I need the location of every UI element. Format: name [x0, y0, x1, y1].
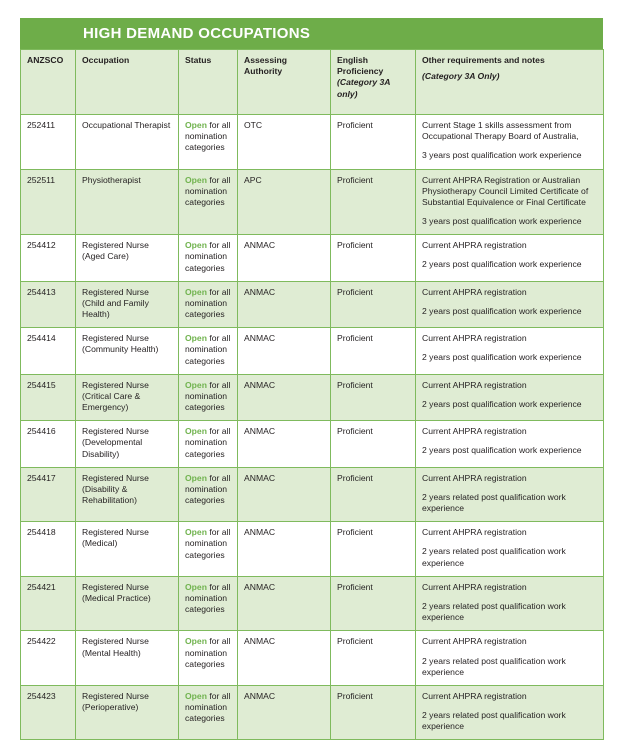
- status-open-word: Open: [185, 120, 207, 130]
- table-row: [21, 467, 604, 522]
- requirement-note: 2 years post qualification work experience: [422, 398, 582, 409]
- status-open-word: Open: [185, 174, 207, 185]
- requirement-note: Current AHPRA registration: [422, 240, 527, 251]
- table-row: [21, 421, 604, 468]
- cell-assessing-authority: ANMAC: [238, 522, 331, 577]
- column-header-label: ANZSCO: [27, 55, 64, 65]
- column-header-occupation: [76, 50, 179, 115]
- cell-occupation: Registered Nurse (Perioperative): [76, 685, 179, 740]
- cell-english-proficiency: Proficient: [331, 169, 416, 235]
- cell-assessing-authority: APC: [238, 169, 331, 235]
- cell-assessing-authority: ANMAC: [238, 467, 331, 522]
- column-header-label: Other requirements and notes: [422, 55, 545, 65]
- cell-anzsco: 252411: [21, 115, 76, 170]
- cell-anzsco: 254416: [21, 421, 76, 468]
- requirement-note: Current AHPRA registration: [422, 379, 527, 390]
- requirement-note: 3 years post qualification work experience: [422, 216, 582, 227]
- cell-status: [179, 281, 238, 328]
- status-open-word: Open: [185, 636, 207, 647]
- table-row: [21, 522, 604, 577]
- table-row: [21, 576, 604, 631]
- table-body: [21, 115, 604, 740]
- occupations-table: [20, 49, 604, 740]
- cell-english-proficiency: Proficient: [331, 281, 416, 328]
- document-title-bar: [20, 18, 603, 49]
- requirement-note: Current AHPRA registration: [422, 581, 527, 592]
- status-rest-text: for all nomination categories: [185, 472, 231, 506]
- cell-occupation: Registered Nurse (Community Health): [76, 328, 179, 375]
- requirement-note: Current AHPRA registration: [422, 426, 527, 437]
- cell-english-proficiency: Proficient: [331, 522, 416, 577]
- cell-occupation: Registered Nurse (Child and Family Health): [76, 281, 179, 328]
- cell-other-requirements: [416, 421, 604, 468]
- cell-assessing-authority: ANMAC: [238, 281, 331, 328]
- cell-other-requirements: [416, 328, 604, 375]
- status-open-word: Open: [185, 581, 207, 592]
- cell-assessing-authority: ANMAC: [238, 685, 331, 740]
- cell-anzsco: 254422: [21, 631, 76, 686]
- cell-occupation: Registered Nurse (Medical): [76, 522, 179, 577]
- cell-other-requirements: [416, 235, 604, 282]
- status-rest-text: for all nomination categories: [185, 690, 231, 724]
- table-row: [21, 328, 604, 375]
- cell-occupation: Registered Nurse (Medical Practice): [76, 576, 179, 631]
- status-open-word: Open: [185, 333, 207, 344]
- cell-assessing-authority: OTC: [238, 115, 331, 170]
- cell-status: [179, 522, 238, 577]
- cell-occupation: Occupational Therapist: [76, 115, 179, 170]
- cell-occupation: Registered Nurse (Aged Care): [76, 235, 179, 282]
- cell-assessing-authority: ANMAC: [238, 576, 331, 631]
- cell-occupation: Registered Nurse (Developmental Disability): [76, 421, 179, 468]
- cell-anzsco: 254412: [21, 235, 76, 282]
- requirement-note: 2 years related post qualification work experience: [422, 600, 566, 623]
- cell-english-proficiency: Proficient: [331, 115, 416, 170]
- requirement-note: Current AHPRA Registration or Australian Physiotherapy Council Limited Certificate of Substantial Equivalence or Final Certificate: [422, 174, 589, 207]
- column-header-authority: [238, 50, 331, 115]
- cell-anzsco: 254421: [21, 576, 76, 631]
- status-open-word: Open: [185, 527, 207, 538]
- status-rest-text: for all nomination categories: [185, 174, 231, 207]
- column-header-label: Occupation: [82, 55, 130, 65]
- cell-occupation: Registered Nurse (Disability & Rehabilitation): [76, 467, 179, 522]
- requirement-note: Current AHPRA registration: [422, 527, 527, 538]
- column-header-note: (Category 3A only): [337, 77, 391, 99]
- table-row: [21, 374, 604, 421]
- cell-assessing-authority: ANMAC: [238, 631, 331, 686]
- cell-english-proficiency: Proficient: [331, 421, 416, 468]
- status-open-word: Open: [185, 286, 207, 297]
- requirement-note: Current Stage 1 skills assessment from Occupational Therapy Board of Australia,: [422, 120, 579, 142]
- cell-status: [179, 169, 238, 235]
- cell-anzsco: 252511: [21, 169, 76, 235]
- cell-other-requirements: [416, 374, 604, 421]
- cell-status: [179, 576, 238, 631]
- status-open-word: Open: [185, 472, 207, 483]
- cell-anzsco: 254418: [21, 522, 76, 577]
- cell-english-proficiency: Proficient: [331, 235, 416, 282]
- cell-anzsco: 254414: [21, 328, 76, 375]
- requirement-note: 2 years related post qualification work experience: [422, 491, 566, 514]
- requirement-note: Current AHPRA registration: [422, 472, 527, 483]
- cell-status: [179, 235, 238, 282]
- status-rest-text: for all nomination categories: [185, 581, 231, 615]
- requirement-note: 3 years post qualification work experience: [422, 150, 582, 161]
- cell-occupation: Registered Nurse (Mental Health): [76, 631, 179, 686]
- cell-assessing-authority: ANMAC: [238, 421, 331, 468]
- cell-occupation: Physiotherapist: [76, 169, 179, 235]
- cell-anzsco: 254413: [21, 281, 76, 328]
- cell-assessing-authority: ANMAC: [238, 235, 331, 282]
- cell-occupation: Registered Nurse (Critical Care & Emergency): [76, 374, 179, 421]
- status-rest-text: for all nomination categories: [185, 636, 231, 669]
- requirement-note: 2 years related post qualification work experience: [422, 655, 566, 677]
- cell-other-requirements: [416, 169, 604, 235]
- column-header-note: (Category 3A Only): [422, 71, 500, 82]
- requirement-note: 2 years post qualification work experience: [422, 305, 582, 316]
- cell-other-requirements: [416, 685, 604, 740]
- column-header-status: [179, 50, 238, 115]
- cell-other-requirements: [416, 281, 604, 328]
- column-header-english: [331, 50, 416, 115]
- status-rest-text: for all nomination categories: [185, 120, 231, 153]
- column-header-anzsco: [21, 50, 76, 115]
- status-rest-text: for all nomination categories: [185, 286, 231, 320]
- column-header-other: [416, 50, 604, 115]
- cell-status: [179, 631, 238, 686]
- cell-other-requirements: [416, 631, 604, 686]
- requirement-note: 2 years post qualification work experience: [422, 352, 582, 363]
- cell-status: [179, 328, 238, 375]
- cell-english-proficiency: Proficient: [331, 576, 416, 631]
- status-rest-text: for all nomination categories: [185, 240, 231, 273]
- cell-status: [179, 421, 238, 468]
- table-row: [21, 235, 604, 282]
- status-rest-text: for all nomination categories: [185, 333, 231, 366]
- table-row: [21, 281, 604, 328]
- status-open-word: Open: [185, 379, 207, 390]
- table-header-row: [21, 50, 604, 115]
- requirement-note: 2 years related post qualification work experience: [422, 546, 566, 568]
- cell-other-requirements: [416, 522, 604, 577]
- cell-assessing-authority: ANMAC: [238, 328, 331, 375]
- status-open-word: Open: [185, 240, 207, 251]
- requirement-note: Current AHPRA registration: [422, 333, 527, 344]
- status-rest-text: for all nomination categories: [185, 426, 231, 459]
- status-rest-text: for all nomination categories: [185, 527, 231, 560]
- table-row: [21, 115, 604, 170]
- cell-english-proficiency: Proficient: [331, 685, 416, 740]
- cell-other-requirements: [416, 467, 604, 522]
- column-header-label: English Proficiency: [337, 55, 384, 77]
- table-row: [21, 631, 604, 686]
- status-rest-text: for all nomination categories: [185, 379, 231, 413]
- table-row: [21, 169, 604, 235]
- cell-anzsco: 254417: [21, 467, 76, 522]
- cell-anzsco: 254415: [21, 374, 76, 421]
- cell-english-proficiency: Proficient: [331, 631, 416, 686]
- requirement-note: Current AHPRA registration: [422, 636, 527, 647]
- status-open-word: Open: [185, 690, 207, 701]
- cell-english-proficiency: Proficient: [331, 467, 416, 522]
- cell-english-proficiency: Proficient: [331, 374, 416, 421]
- document-title: HIGH DEMAND OCCUPATIONS: [83, 25, 311, 42]
- cell-other-requirements: [416, 576, 604, 631]
- cell-status: [179, 374, 238, 421]
- requirement-note: 2 years post qualification work experience: [422, 445, 582, 456]
- requirement-note: Current AHPRA registration: [422, 690, 527, 701]
- cell-status: [179, 115, 238, 170]
- cell-status: [179, 467, 238, 522]
- cell-english-proficiency: Proficient: [331, 328, 416, 375]
- requirement-note: 2 years post qualification work experience: [422, 259, 582, 270]
- requirement-note: Current AHPRA registration: [422, 286, 527, 297]
- requirement-note: 2 years related post qualification work experience: [422, 710, 566, 732]
- column-header-label: Status: [185, 55, 212, 65]
- table-row: [21, 685, 604, 740]
- status-open-word: Open: [185, 426, 207, 437]
- cell-anzsco: 254423: [21, 685, 76, 740]
- cell-assessing-authority: ANMAC: [238, 374, 331, 421]
- cell-status: [179, 685, 238, 740]
- cell-other-requirements: [416, 115, 604, 170]
- column-header-label: Assessing Authority: [244, 55, 287, 77]
